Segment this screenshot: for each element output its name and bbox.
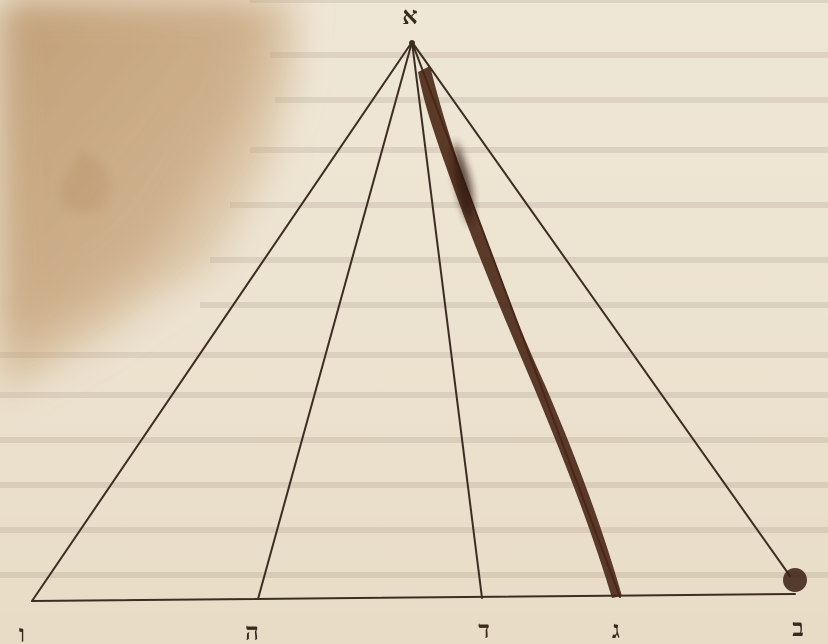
base-line bbox=[32, 594, 795, 601]
label-base-vav: ו bbox=[18, 619, 26, 644]
ink-blot bbox=[783, 568, 807, 592]
line-apex-to-he bbox=[258, 42, 412, 599]
label-base-gimel: ג bbox=[612, 615, 620, 644]
label-base-dalet: ד bbox=[478, 615, 490, 644]
water-stain bbox=[0, 0, 300, 395]
label-base-bet: ב bbox=[792, 613, 804, 642]
label-apex: א bbox=[402, 1, 418, 30]
label-base-he: ה bbox=[245, 617, 259, 644]
